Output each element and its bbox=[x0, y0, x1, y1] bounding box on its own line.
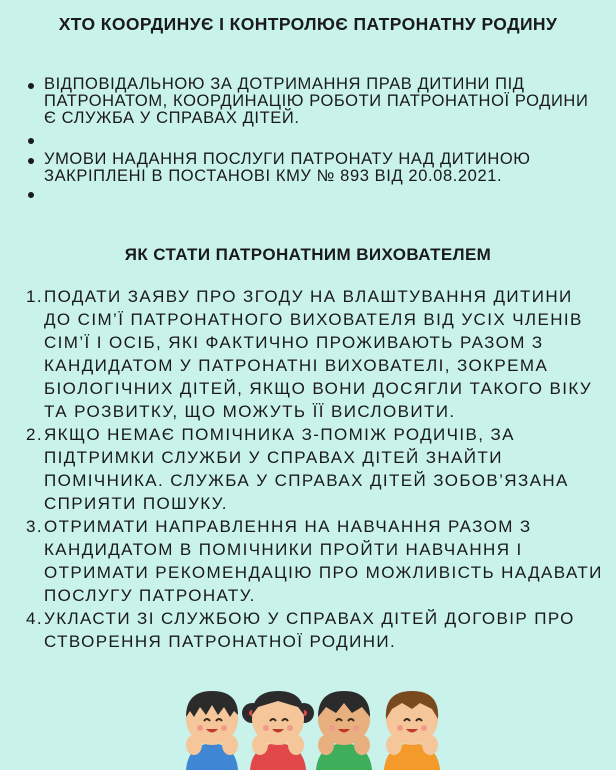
step-number: 1. bbox=[26, 287, 43, 306]
step-number: 2. bbox=[26, 425, 43, 444]
info-bullet-list bbox=[24, 76, 606, 205]
bullet-item: УМОВИ НАДАННЯ ПОСЛУГИ ПАТРОНАТУ НАД ДИТИНОЮ ЗАКРІПЛЕНІ В ПОСТАНОВІ КМУ № 893 ВІД 20.08.2021. bbox=[24, 151, 606, 185]
step-text: ПОДАТИ ЗАЯВУ ПРО ЗГОДУ НА ВЛАШТУВАННЯ ДИТИНИ ДО СІМ’Ї ПАТРОНАТНОГО ВИХОВАТЕЛЯ ВІД УСІХ ЧЛЕНІВ СІМ’Ї І ОСІБ, ЯКІ ФАКТИЧНО ПРОЖИВАЮТЬ РАЗОМ З КАНДИДАТОМ У ПАТРОНАТНІ ВИХОВАТЕЛІ, ЗОКРЕМА БІОЛОГІЧНИХ ДІТЕЙ, ЯКЩО ВОНИ ДОСЯГЛИ ТАКОГО ВІКУ ТА РОЗВИТКУ, ЩО МОЖУТЬ ЇЇ ВИСЛОВИТИ. bbox=[44, 287, 593, 421]
step-item bbox=[26, 423, 604, 515]
section-title: ЯК СТАТИ ПАТРОНАТНИМ ВИХОВАТЕЛЕМ bbox=[124, 245, 492, 264]
child-girl-red-icon bbox=[242, 691, 314, 770]
step-item bbox=[26, 607, 604, 653]
bullet-item: ВІДПОВІДАЛЬНОЮ ЗА ДОТРИМАННЯ ПРАВ ДИТИНИ ПІД ПАТРОНАТОМ, КООРДИНАЦІЮ РОБОТИ ПАТРОНАТНОЇ РОДИНИ Є СЛУЖБА У СПРАВАХ ДІТЕЙ. bbox=[24, 76, 606, 127]
four-children-icon bbox=[180, 683, 445, 770]
step-text: ЯКЩО НЕМАЄ ПОМІЧНИКА З-ПОМІЖ РОДИЧІВ, ЗА ПІДТРИМКИ СЛУЖБИ У СПРАВАХ ДІТЕЙ ЗНАЙТИ ПОМІЧНИКА. СЛУЖБА У СПРАВАХ ДІТЕЙ ЗОБОВ’ЯЗАНА СПРИЯТИ ПОШУКУ. bbox=[44, 425, 569, 513]
step-number: 3. bbox=[26, 517, 43, 536]
page-title: ХТО КООРДИНУЄ І КОНТРОЛЮЄ ПАТРОНАТНУ РОДИНУ bbox=[58, 14, 558, 34]
step-text: УКЛАСТИ ЗІ СЛУЖБОЮ У СПРАВАХ ДІТЕЙ ДОГОВІР ПРО СТВОРЕННЯ ПАТРОНАТНОЇ РОДИНИ. bbox=[44, 609, 575, 651]
step-item bbox=[26, 515, 604, 607]
bullet-item-empty bbox=[24, 185, 606, 205]
bullet-item-empty bbox=[24, 131, 606, 151]
step-text: ОТРИМАТИ НАПРАВЛЕННЯ НА НАВЧАННЯ РАЗОМ З КАНДИДАТОМ В ПОМІЧНИКИ ПРОЙТИ НАВЧАННЯ І ОТРИМАТИ РЕКОМЕНДАЦІЮ ПРО МОЖЛИВІСТЬ НАДАВАТИ ПОСЛУГУ ПАТРОНАТУ. bbox=[44, 517, 603, 605]
steps-list bbox=[26, 285, 604, 653]
child-boy-blue-icon bbox=[186, 691, 238, 770]
child-girl-orange-icon bbox=[384, 691, 440, 770]
child-boy-green-icon bbox=[316, 691, 372, 770]
step-number: 4. bbox=[26, 609, 43, 628]
step-item bbox=[26, 285, 604, 423]
